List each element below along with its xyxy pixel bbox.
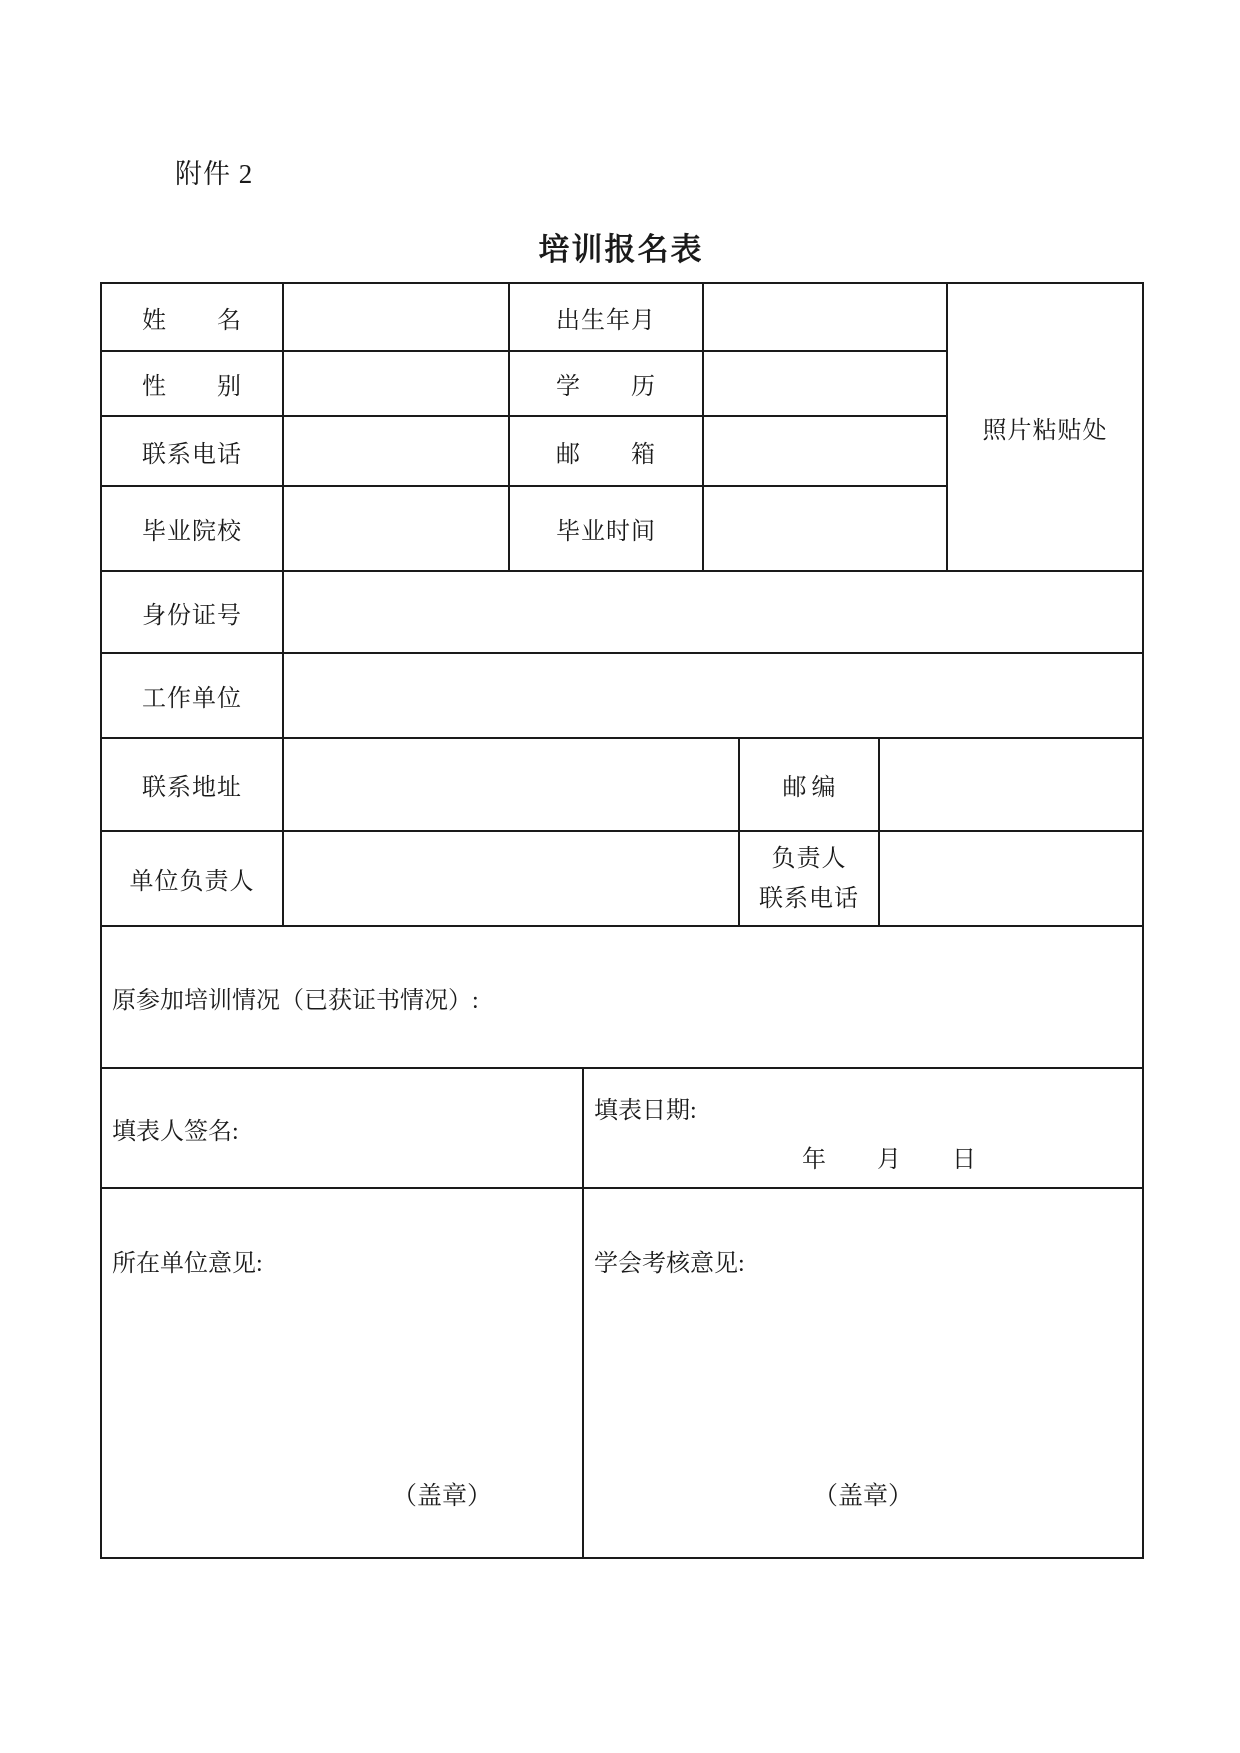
row-unit-head [101, 831, 1143, 926]
unit-opinion-label: 所在单位意见: [112, 1250, 263, 1277]
contact-phone-value-cell[interactable] [283, 416, 509, 486]
filler-signature-cell[interactable] [101, 1068, 583, 1188]
name-label: 姓 名 [101, 283, 283, 351]
contact-address-value-cell[interactable] [283, 738, 739, 831]
work-unit-value-cell[interactable] [283, 653, 1143, 738]
society-opinion-cell[interactable] [583, 1188, 1143, 1558]
postal-code-label [739, 738, 879, 831]
fill-date-label: 填表日期: [594, 1098, 697, 1124]
row-address-postcode [101, 738, 1143, 831]
date-blank-line: 年 月 日 [802, 1147, 978, 1173]
fill-date-cell[interactable] [583, 1068, 1143, 1188]
contact-phone-label: 联系电话 [101, 416, 283, 486]
unit-head-phone-label [739, 831, 879, 926]
filler-signature-label: 填表人签名: [112, 1118, 239, 1145]
graduate-school-label: 毕业院校 [101, 486, 283, 571]
unit-head-value-cell[interactable] [283, 831, 739, 926]
row-work-unit [101, 653, 1143, 738]
training-history-cell[interactable] [101, 926, 1143, 1068]
graduate-time-label: 毕业时间 [509, 486, 703, 571]
training-history-label: 原参加培训情况（已获证书情况）: [112, 987, 479, 1014]
email-label: 邮 箱 [509, 416, 703, 486]
postal-code-value-cell[interactable] [879, 738, 1143, 831]
graduate-time-value-cell[interactable] [703, 486, 947, 571]
birth-date-value-cell[interactable] [703, 283, 947, 351]
education-value-cell[interactable] [703, 351, 947, 416]
work-unit-label: 工作单位 [101, 653, 283, 738]
row-id-number [101, 571, 1143, 653]
unit-opinion-cell[interactable] [101, 1188, 583, 1558]
name-value-cell[interactable] [283, 283, 509, 351]
birth-date-label: 出生年月 [509, 283, 703, 351]
email-value-cell[interactable] [703, 416, 947, 486]
unit-head-label: 单位负责人 [101, 831, 283, 926]
id-number-value-cell[interactable] [283, 571, 1143, 653]
unit-head-phone-line1: 负责人 [771, 845, 847, 872]
registration-table [100, 282, 1144, 1559]
id-number-label: 身份证号 [101, 571, 283, 653]
row-name-birth [101, 283, 1143, 351]
gender-value-cell[interactable] [283, 351, 509, 416]
postal-code-label-text: 邮编 [782, 775, 841, 801]
education-label: 学 历 [509, 351, 703, 416]
row-training-history [101, 926, 1143, 1068]
attachment-label: 附件 2 [175, 159, 254, 189]
contact-address-label: 联系地址 [101, 738, 283, 831]
row-opinions [101, 1188, 1143, 1558]
unit-head-phone-value-cell[interactable] [879, 831, 1143, 926]
unit-head-phone-line2: 联系电话 [759, 885, 859, 912]
row-signature-date [101, 1068, 1143, 1188]
society-seal-text: （盖章） [813, 1482, 914, 1510]
graduate-school-value-cell[interactable] [283, 486, 509, 571]
unit-seal-text: （盖章） [391, 1482, 492, 1510]
photo-paste-area: 照片粘贴处 [947, 283, 1143, 571]
gender-label: 性 别 [101, 351, 283, 416]
society-opinion-label: 学会考核意见: [594, 1250, 745, 1277]
form-title: 培训报名表 [538, 232, 704, 267]
